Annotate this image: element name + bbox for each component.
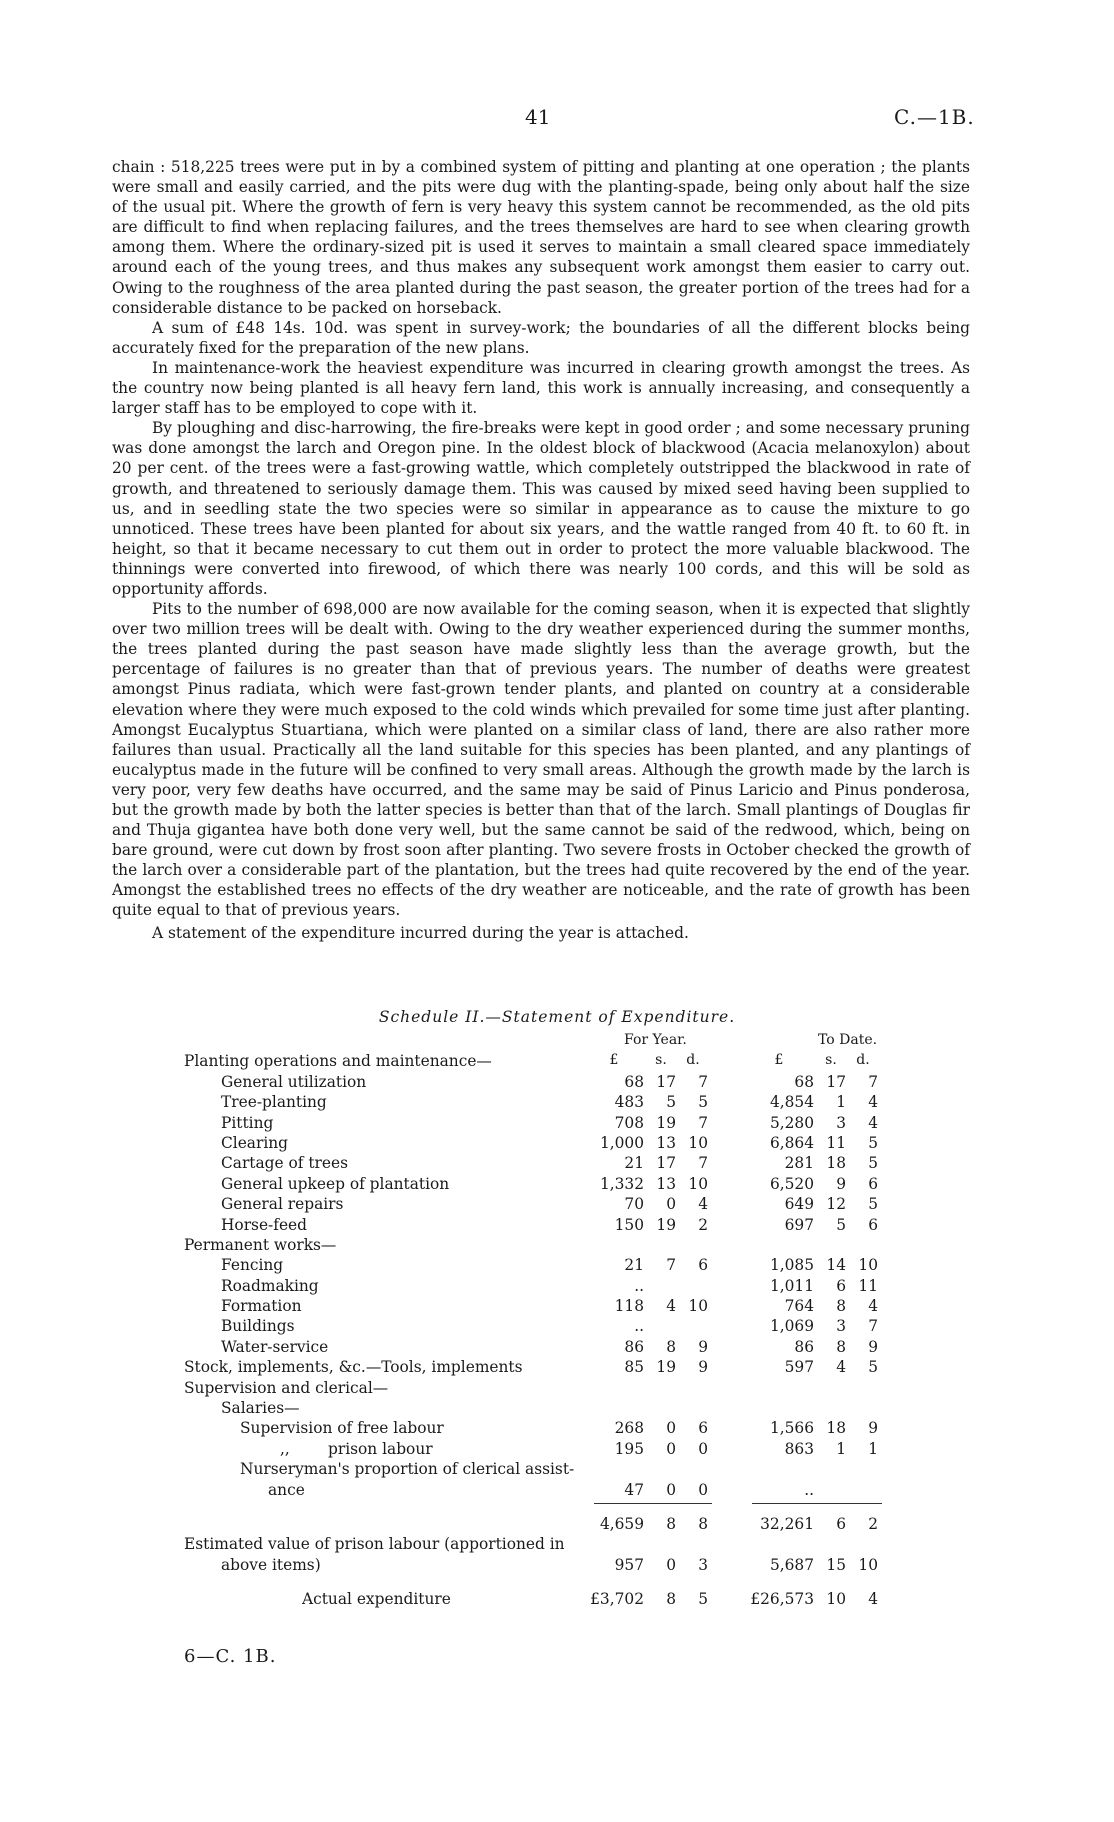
for-year-pounds: 1,332 <box>599 1174 644 1193</box>
to-date-pounds: 6,864 <box>769 1133 814 1152</box>
for-year-shillings: 7 <box>666 1256 676 1275</box>
to-date-pounds: 1,069 <box>769 1317 814 1336</box>
unit-pence: d. <box>686 1052 700 1069</box>
to-date-pence: 1 <box>868 1439 878 1458</box>
to-date-shillings: 18 <box>826 1154 846 1173</box>
row-label: Pitting <box>221 1113 274 1132</box>
to-date-shillings: 1 <box>836 1093 846 1112</box>
for-year-shillings: 19 <box>656 1215 676 1234</box>
for-year-pounds: 483 <box>614 1093 644 1112</box>
section-label: Permanent works— <box>184 1235 337 1254</box>
table-row <box>184 1297 904 1317</box>
to-date-shillings: 6 <box>836 1514 846 1533</box>
for-year-shillings: 8 <box>666 1514 676 1533</box>
page-number: 41 <box>525 105 551 129</box>
row-label: Stock, implements, &c.—Tools, implements <box>184 1358 523 1377</box>
for-year-pence: 3 <box>698 1555 708 1574</box>
to-date-pence: 7 <box>868 1317 878 1336</box>
row-label: prison labour <box>328 1439 433 1458</box>
to-date-pence: 6 <box>868 1174 878 1193</box>
to-date-pence: 2 <box>868 1514 878 1533</box>
to-date-shillings: 3 <box>836 1113 846 1132</box>
row-label: Estimated value of prison labour (apportioned in <box>184 1535 565 1554</box>
to-date-pounds: 863 <box>784 1439 814 1458</box>
for-year-shillings: 8 <box>666 1590 676 1609</box>
for-year-pounds: 70 <box>624 1195 644 1214</box>
for-year-pence: 9 <box>698 1358 708 1377</box>
unit-shillings: s. <box>825 1052 837 1069</box>
for-year-shillings: 19 <box>656 1113 676 1132</box>
for-year-shillings: 0 <box>666 1195 676 1214</box>
for-year-pounds: 86 <box>624 1337 644 1356</box>
to-date-pence: 5 <box>868 1195 878 1214</box>
to-date-pounds: 1,011 <box>769 1276 814 1295</box>
to-date-shillings: 6 <box>836 1276 846 1295</box>
ditto-mark: ,, <box>280 1439 290 1458</box>
to-date-pounds: 1,566 <box>769 1419 814 1438</box>
for-year-pence: 10 <box>688 1297 708 1316</box>
to-date-pounds: 697 <box>784 1215 814 1234</box>
table-row <box>184 1134 904 1154</box>
document-reference: C.—1B. <box>894 105 975 129</box>
for-year-shillings: 4 <box>666 1297 676 1316</box>
row-label: Roadmaking <box>221 1276 319 1295</box>
table-row <box>184 1073 904 1093</box>
for-year-pence: 9 <box>698 1337 708 1356</box>
page-signature: 6—C. 1B. <box>184 1646 277 1667</box>
paragraph-planting-method: chain : 518,225 trees were put in by a combined system of pitting and planting at one operation ; the plants were small and easily carried, and the pits were dug with the planting-spade, being only about half the size of the usual pit. Where the growth of fern is very heavy this system cannot be recommended, as the old pits are difficult to find when replacing failures, and the trees themselves are hard to see when clearing growth among them. Where the ordinary-sized pit is used it serves to maintain a small cleared space immediately around each of the young trees, and thus makes any subsequent work amongst them easier to carry out. Owing to the roughness of the area planted during the past season, the greater portion of the trees had for a considerable distance to be packed on horseback. <box>112 158 970 317</box>
to-date-shillings: 14 <box>826 1256 846 1275</box>
row-label: Nurseryman's proportion of clerical assist- <box>240 1460 575 1479</box>
row-label: Tree-planting <box>221 1093 327 1112</box>
table-row <box>184 1175 904 1195</box>
section-label: Salaries— <box>221 1399 300 1418</box>
section-label: Planting operations and maintenance— <box>184 1052 492 1071</box>
section-planting-header <box>184 1052 904 1072</box>
spacer <box>184 1576 904 1590</box>
to-date-pounds: 6,520 <box>769 1174 814 1193</box>
for-year-pounds: £3,702 <box>590 1590 644 1609</box>
for-year-shillings: 0 <box>666 1555 676 1574</box>
to-date-pounds: 281 <box>784 1154 814 1173</box>
row-label: General utilization <box>221 1072 367 1091</box>
for-year-pounds: 708 <box>614 1113 644 1132</box>
for-year-pounds: 1,000 <box>599 1133 644 1152</box>
to-date-shillings: 8 <box>836 1297 846 1316</box>
paragraph-statement-intro: A statement of the expenditure incurred during the year is attached. <box>152 923 689 942</box>
to-date-pence: 5 <box>868 1133 878 1152</box>
row-label: ance <box>268 1480 305 1499</box>
for-year-pounds: 195 <box>614 1439 644 1458</box>
total-rule-row <box>184 1501 904 1515</box>
unit-pounds: £ <box>609 1052 619 1069</box>
for-year-pence: 8 <box>698 1514 708 1533</box>
row-label: Horse-feed <box>221 1215 308 1234</box>
row-label: Supervision of free labour <box>240 1419 444 1438</box>
to-date-pence: 6 <box>868 1215 878 1234</box>
for-year-shillings: 5 <box>666 1093 676 1112</box>
to-date-pounds: 5,687 <box>769 1555 814 1574</box>
table-row-estimated-line1 <box>184 1535 904 1555</box>
table-row-total <box>184 1515 904 1535</box>
for-year-pence: 10 <box>688 1174 708 1193</box>
to-date-pounds: 1,085 <box>769 1256 814 1275</box>
for-year-pence: 7 <box>698 1154 708 1173</box>
table-column-headers <box>184 1032 904 1052</box>
section-permanent-header <box>184 1236 904 1256</box>
for-year-pence: 5 <box>698 1590 708 1609</box>
for-year-pence: 2 <box>698 1215 708 1234</box>
table-row <box>184 1256 904 1276</box>
for-year-pence: 0 <box>698 1480 708 1499</box>
for-year-shillings: 0 <box>666 1419 676 1438</box>
for-year-pence: 0 <box>698 1439 708 1458</box>
for-year-pounds: 150 <box>614 1215 644 1234</box>
to-date-pence: 5 <box>868 1358 878 1377</box>
for-year-pounds: .. <box>634 1276 644 1295</box>
to-date-pounds: 4,854 <box>769 1093 814 1112</box>
table-row <box>184 1277 904 1297</box>
row-label: Formation <box>221 1297 302 1316</box>
paragraph-pits-growth: Pits to the number of 698,000 are now available for the coming season, when it is expected that slightly over two million trees will be dealt with. Owing to the dry weather experienced during the summer months, the trees planted during the past season have made slightly less than the average growth, but the percentage of failures is no greater than that of previous years. The number of deaths were greatest amongst Pinus radiata, which were fast-grown tender plants, and planted on country at a considerable elevation where they were much exposed to the cold winds which prevailed for some time just after planting. Amongst Eucalyptus Stuartiana, which were planted on a similar class of land, there are also rather more failures than usual. Practically all the land suitable for this species has been planted, and any plantings of eucalyptus made in the future will be confined to very small areas. Although the growth made by the larch is very poor, very few deaths have occurred, and the same may be said of Pinus Laricio and Pinus ponderosa, but the growth made by both the latter species is better than that of the larch. Small plantings of Douglas fir and Thuja gigantea have both done very well, but the same cannot be said of the redwood, which, being on bare ground, were cut down by frost soon after planting. Two severe frosts in October checked the growth of the larch over a considerable part of the plantation, but the trees had quite recovered by the end of the year. Amongst the established trees no effects of the dry weather are noticeable, and the rate of growth has been quite equal to that of previous years. <box>112 600 970 920</box>
table-row-stock <box>184 1358 904 1378</box>
to-date-shillings: 18 <box>826 1419 846 1438</box>
row-label: above items) <box>221 1555 321 1574</box>
for-year-shillings: 17 <box>656 1154 676 1173</box>
table-row <box>184 1195 904 1215</box>
schedule-title: Schedule II.—Statement of Expenditure. <box>378 1008 736 1026</box>
section-label: Supervision and clerical— <box>184 1378 389 1397</box>
column-header-for-year: For Year. <box>624 1032 687 1048</box>
for-year-pounds: 68 <box>624 1072 644 1091</box>
table-row-prison-labour <box>184 1440 904 1460</box>
to-date-shillings: 8 <box>836 1337 846 1356</box>
to-date-pence: 10 <box>858 1256 878 1275</box>
to-date-pounds: 68 <box>794 1072 814 1091</box>
total-rule-to-date <box>752 1503 882 1504</box>
to-date-pounds: £26,573 <box>750 1590 814 1609</box>
expenditure-table <box>184 1032 904 1611</box>
paragraph-fire-breaks: By ploughing and disc-harrowing, the fire-breaks were kept in good order ; and some necessary pruning was done amongst the larch and Oregon pine. In the oldest block of blackwood (Acacia melanoxylon) about 20 per cent. of the trees were a fast-growing wattle, which completely outstripped the blackwood in rate of growth, and threatened to seriously damage them. This was caused by mixed seed having been supplied to us, and in seedling state the two species were so similar in appearance as to cause the mixture to go unnoticed. These trees have been planted for about six years, and the wattle ranged from 40 ft. to 60 ft. in height, so that it became necessary to cut them out in order to protect the more valuable blackwood. The thinnings were converted into firewood, of which there was nearly 100 cords, and this will be sold as opportunity affords. <box>112 419 970 598</box>
row-label: Clearing <box>221 1133 289 1152</box>
to-date-pounds: 5,280 <box>769 1113 814 1132</box>
to-date-pounds: 649 <box>784 1195 814 1214</box>
to-date-shillings: 5 <box>836 1215 846 1234</box>
to-date-pence: 4 <box>868 1297 878 1316</box>
for-year-pounds: 21 <box>624 1256 644 1275</box>
for-year-pence: 4 <box>698 1195 708 1214</box>
unit-shillings: s. <box>655 1052 667 1069</box>
for-year-pence: 7 <box>698 1113 708 1132</box>
to-date-shillings: 11 <box>826 1133 846 1152</box>
to-date-shillings: 10 <box>826 1590 846 1609</box>
for-year-pounds: 118 <box>614 1297 644 1316</box>
column-header-to-date: To Date. <box>818 1032 878 1048</box>
to-date-shillings: 9 <box>836 1174 846 1193</box>
row-label: General upkeep of plantation <box>221 1174 450 1193</box>
for-year-pence: 10 <box>688 1133 708 1152</box>
to-date-pence: 11 <box>858 1276 878 1295</box>
for-year-pounds: 85 <box>624 1358 644 1377</box>
to-date-shillings: 15 <box>826 1555 846 1574</box>
for-year-pence: 7 <box>698 1072 708 1091</box>
section-salaries-header <box>184 1399 904 1419</box>
section-supervision-header <box>184 1379 904 1399</box>
table-row-actual <box>184 1590 904 1610</box>
row-label: Actual expenditure <box>302 1590 451 1609</box>
unit-pounds: £ <box>774 1052 784 1069</box>
for-year-pounds: 957 <box>614 1555 644 1574</box>
table-row-nurseryman <box>184 1481 904 1501</box>
table-row-nurseryman-line1 <box>184 1460 904 1480</box>
to-date-pence: 4 <box>868 1113 878 1132</box>
table-row <box>184 1093 904 1113</box>
to-date-shillings: 4 <box>836 1358 846 1377</box>
to-date-pounds: 597 <box>784 1358 814 1377</box>
to-date-shillings: 17 <box>826 1072 846 1091</box>
for-year-pence: 6 <box>698 1419 708 1438</box>
to-date-shillings: 1 <box>836 1439 846 1458</box>
to-date-shillings: 3 <box>836 1317 846 1336</box>
paragraph-survey-work: A sum of £48 14s. 10d. was spent in survey-work; the boundaries of all the different blocks being accurately fixed for the preparation of the new plans. <box>112 318 970 357</box>
for-year-shillings: 8 <box>666 1337 676 1356</box>
row-label: General repairs <box>221 1195 344 1214</box>
to-date-pence: 10 <box>858 1555 878 1574</box>
total-rule-for-year <box>594 1503 712 1504</box>
for-year-shillings: 0 <box>666 1439 676 1458</box>
table-row-free-labour <box>184 1419 904 1439</box>
table-row <box>184 1317 904 1337</box>
paragraph-maintenance: In maintenance-work the heaviest expenditure was incurred in clearing growth amongst the trees. As the country now being planted is all heavy fern land, this work is annually increasing, and consequently a larger staff has to be employed to cope with it. <box>112 358 970 418</box>
row-label: Buildings <box>221 1317 295 1336</box>
table-row-estimated <box>184 1556 904 1576</box>
to-date-pounds: 764 <box>784 1297 814 1316</box>
for-year-pounds: 4,659 <box>599 1514 644 1533</box>
to-date-pence: 4 <box>868 1590 878 1609</box>
table-row <box>184 1114 904 1134</box>
row-label: Water-service <box>221 1337 329 1356</box>
for-year-shillings: 13 <box>656 1133 676 1152</box>
to-date-shillings: 12 <box>826 1195 846 1214</box>
for-year-shillings: 19 <box>656 1358 676 1377</box>
for-year-shillings: 17 <box>656 1072 676 1091</box>
for-year-pence: 6 <box>698 1256 708 1275</box>
to-date-pounds: 86 <box>794 1337 814 1356</box>
to-date-pence: 7 <box>868 1072 878 1091</box>
to-date-pounds: .. <box>804 1480 814 1499</box>
report-body <box>112 157 970 943</box>
for-year-pence: 5 <box>698 1093 708 1112</box>
for-year-shillings: 13 <box>656 1174 676 1193</box>
table-row <box>184 1338 904 1358</box>
for-year-pounds: 21 <box>624 1154 644 1173</box>
to-date-pence: 9 <box>868 1337 878 1356</box>
for-year-pounds: 268 <box>614 1419 644 1438</box>
for-year-pounds: 47 <box>624 1480 644 1499</box>
to-date-pence: 4 <box>868 1093 878 1112</box>
row-label: Fencing <box>221 1256 284 1275</box>
to-date-pence: 5 <box>868 1154 878 1173</box>
unit-pence: d. <box>856 1052 870 1069</box>
table-row <box>184 1216 904 1236</box>
for-year-shillings: 0 <box>666 1480 676 1499</box>
row-label: Cartage of trees <box>221 1154 349 1173</box>
page-header <box>0 105 1114 135</box>
to-date-pence: 9 <box>868 1419 878 1438</box>
table-row <box>184 1154 904 1174</box>
for-year-pounds: .. <box>634 1317 644 1336</box>
to-date-pounds: 32,261 <box>760 1514 814 1533</box>
